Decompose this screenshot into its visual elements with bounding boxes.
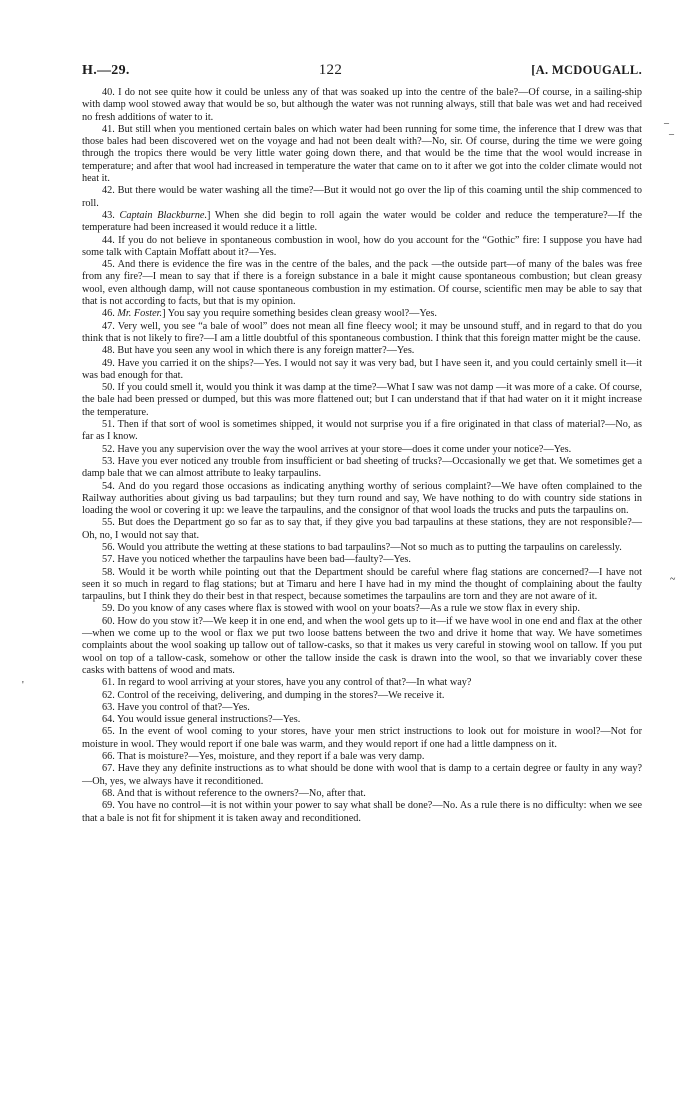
speaker-name: Mr. Foster. [117,308,163,320]
page-header [82,62,642,79]
paragraph-text: 65. In the event of wool coming to your stores, have your men strict instructions to look out for moisture in wool?—Not for moisture in wool. They would report if one bale was warm, and they would report if one had a little dampness on it. [82,726,642,750]
margin-mark: ~ [670,574,676,585]
paragraph-text: 64. You would issue general instructions?—Yes. [102,714,301,726]
testimony-paragraph [82,308,642,320]
paragraph-text: 63. Have you control of that?—Yes. [102,701,250,713]
witness-name: [A. MCDOUGALL. [531,63,642,77]
paragraph-text: 59. Do you know of any cases where flax is stowed with wool on your boats?—As a rule we stow flax in every ship. [102,603,580,615]
testimony-paragraph [82,345,642,357]
testimony-paragraph [82,481,642,518]
page-number: 122 [318,62,343,78]
margin-mark: ' [22,680,24,691]
testimony-paragraph [82,690,642,702]
document-page [82,62,642,825]
paragraph-text: 53. Have you ever noticed any trouble from insufficient or bad sheeting of trucks?—Occasionally we get that. We sometimes get a damp bale that we can almost attribute to leaky tarpaulins. [82,455,642,480]
paragraph-text: ] When she did begin to roll again the water would be colder and reduce the temperature?—If the temperature had been increased it would reduce it a little. [82,209,643,234]
paragraph-text: 61. In regard to wool arriving at your stores, have you any control of that?—In what way? [102,677,472,689]
testimony-paragraph [82,616,642,677]
testimony-paragraph [82,603,642,615]
testimony-paragraph [82,358,642,383]
testimony-paragraph [82,702,642,714]
paragraph-text: 47. Very well, you see “a bale of wool” does not mean all fine fleecy wool; it may be unsound stuff, and in regard to that do you think that is not likely to fire?—I am a little doubtful of this spontaneous combustion. I think that this foreign matter might be the cause. [82,320,642,344]
paragraph-text: 62. Control of the receiving, delivering, and dumping in the stores?—We receive it. [102,689,445,701]
testimony-paragraph [82,751,642,763]
paragraph-text: 45. And there is evidence the fire was in the centre of the bales, and the pack —the outside part—of many of the bales was free from any fire?—I mean to say that if there is a foreign substance in a bale it might cause spontaneous combustion; but clean greasy wool, even although damp, will not cause spontaneous combustion in my estimation. Of course, scientific men may be able to say that that is not according to facts, but that is my opinion. [82,259,642,308]
paragraph-text: 67. Have they any definite instructions as to what should be done with wool that is damp to a certain degree or faulty in any way?—Oh, yes, we always have it reconditioned. [82,763,642,787]
margin-mark: – – [664,118,674,140]
testimony-paragraph [82,788,642,800]
testimony-paragraph [82,456,642,481]
paragraph-text: 49. Have you carried it on the ships?—Yes. I would not say it was very bad, but I have seen it, and you could certainly smell it—it was bad enough for that. [82,357,642,381]
paragraph-text: 42. But there would be water washing all the time?—But it would not go over the lip of this coaming until the ship commenced to roll. [82,185,642,209]
testimony-paragraph [82,677,642,689]
testimony-paragraph [82,210,642,235]
question-number: 46. [102,308,118,320]
paragraph-text: 66. That is moisture?—Yes, moisture, and they report if a bale was very damp. [102,751,425,763]
paragraph-text: 57. Have you noticed whether the tarpaulins have been bad—faulty?—Yes. [102,554,411,566]
testimony-paragraph [82,444,642,456]
paragraph-text: 55. But does the Department go so far as to say that, if they give you bad tarpaulins at these stations, they are not responsible?—Oh, no, I would not say that. [82,517,642,541]
paragraph-text: 69. You have no control—it is not within your power to say what shall be done?—No. As a rule there is no difficulty: when we see that a bale is not fit for shipment it is taken away and reconditioned. [82,800,642,824]
paragraph-text: ] You say you require something besides clean greasy wool?—Yes. [162,308,437,320]
testimony-paragraph [82,382,642,419]
testimony-paragraph [82,542,642,554]
testimony-paragraph [82,567,642,604]
testimony-paragraph [82,87,642,124]
speaker-name: Captain Blackburne. [119,209,208,221]
testimony-paragraph [82,124,642,185]
testimony-paragraph [82,235,642,260]
testimony-paragraph [82,185,642,210]
question-number: 43. [102,209,120,221]
testimony-paragraph [82,763,642,788]
paragraph-text: 48. But have you seen any wool in which there is any foreign matter?—Yes. [102,345,415,357]
paragraph-text: 56. Would you attribute the wetting at these stations to bad tarpaulins?—Not so much as to putting the tarpaulins on carelessly. [102,541,622,553]
testimony-paragraph [82,726,642,751]
paragraph-text: 40. I do not see quite how it could be unless any of that was soaked up into the centre of the bale?—Of course, in a sailing-ship with damp wool stowed away that would be so, but although the water was not running always, still that bale was wet and had received no fresh additions of water to it. [82,87,642,123]
testimony-paragraph [82,554,642,566]
document-reference: H.—29. [82,63,130,78]
paragraph-text: 52. Have you any supervision over the way the wool arrives at your store—does it come under your notice?—Yes. [102,443,572,455]
paragraph-text: 44. If you do not believe in spontaneous combustion in wool, how do you account for the “Gothic” fire: I suppose you have had some talk with Captain Moffatt about it?—Yes. [82,234,642,258]
testimony-paragraph [82,517,642,542]
testimony-paragraph [82,419,642,444]
testimony-paragraph [82,259,642,308]
paragraph-text: 41. But still when you mentioned certain bales on which water had been running for some time, the inference that I drew was that those bales had been discovered wet on the voyage and had not been dealt with?—No, sir. Of course, during the time we were going through the tropics there would be very little water going down there, and that would be the time that the wool would increase in temperature; and after that wool had increased in temperature the water that came on to it after we got into the colder climate would not heat it. [82,123,642,185]
paragraph-text: 51. Then if that sort of wool is sometimes shipped, it would not surprise you if a fire originated in that class of material?—No, as far as I know. [82,419,642,443]
paragraph-text: 58. Would it be worth while pointing out that the Department should be careful where flag stations are concerned?—I have not seen it so much in regard to flag stations; but at Timaru and here I have had in my mind the thought of complaining about the faulty tarpaulins, but I think they do their best in that respect, because sometimes the tarpaulins are torn and they are not aware of it. [82,566,642,603]
paragraph-text: 68. And that is without reference to the owners?—No, after that. [102,787,366,799]
testimony-paragraph [82,714,642,726]
testimony-paragraph [82,800,642,825]
paragraph-text: 54. And do you regard those occasions as indicating anything worthy of serious complaint?—We have often complained to the Railway authorities about giving us bad tarpaulins; but they turn round and say, We have nothing to do with country side stations in loading the wool or covering it up: we leave the tarpaulins, and the consignor of that wool loads the trucks and puts the tarpaulins on. [82,480,642,517]
paragraph-text: 60. How do you stow it?—We keep it in one end, and when the wool gets up to it—if we have wool in one end and flax at the other—when we come up to the wool or flax we put two loose battens between the two and drive it home that way. We have sometimes complaints about the wool soaking up tallow out of tallow-casks, so that it makes us very careful in stowing wool on tallow. If you put wool on top of a tallow-cask, somehow or other the tallow inside the cask is drawn into the wool, so that we invariably cover these casks with battens of wood and mats. [82,615,642,676]
paragraph-text: 50. If you could smell it, would you think it was damp at the time?—What I saw was not damp —it was more of a cake. Of course, the bale had been pressed or dumped, but this was more flattened out; but I can understand that if that had water on it it might increase the temperature. [82,382,642,418]
testimony-paragraph [82,321,642,346]
testimony-body [82,87,642,825]
